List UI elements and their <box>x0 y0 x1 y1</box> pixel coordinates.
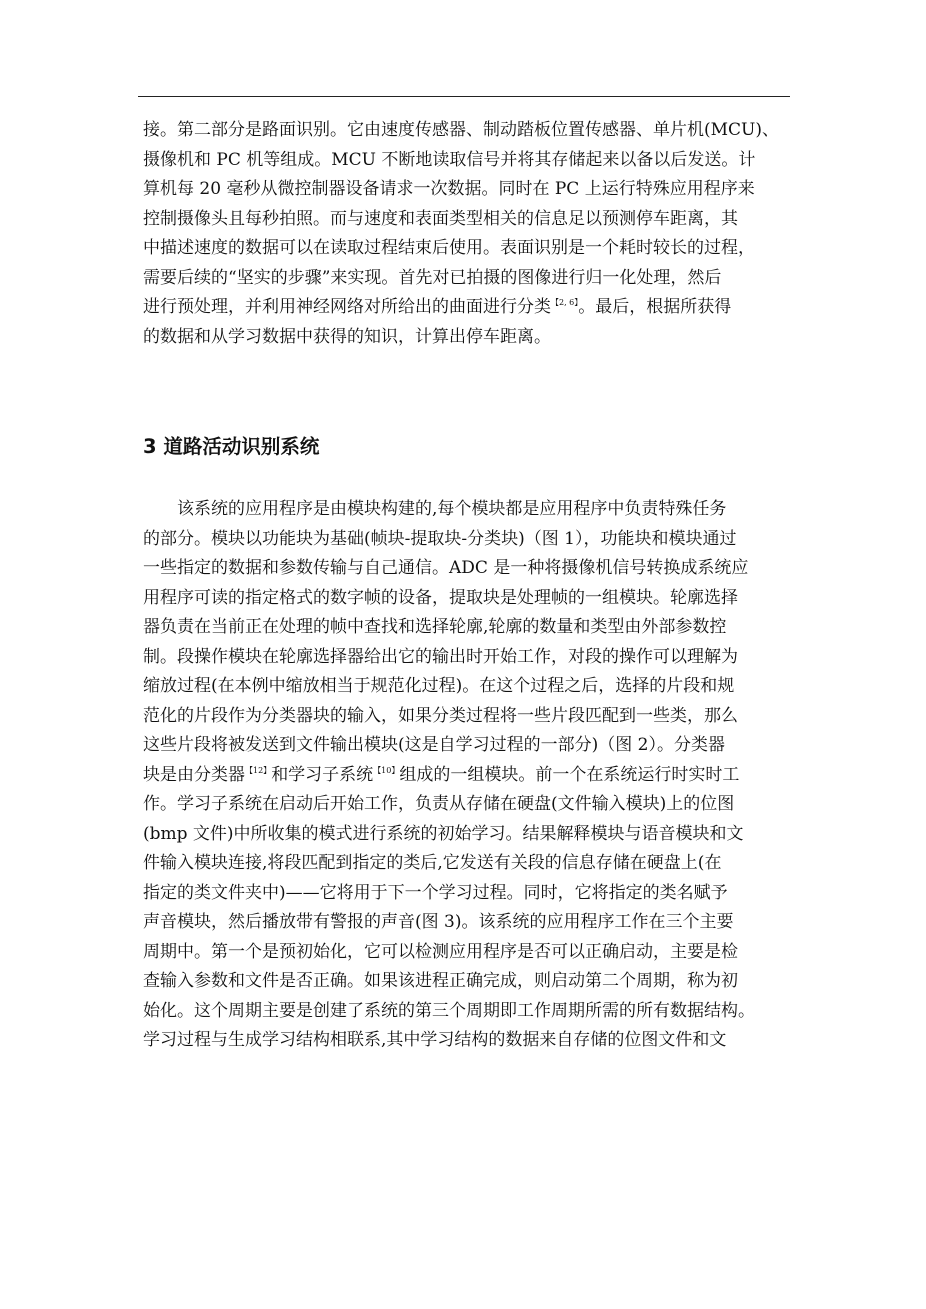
text-line <box>143 293 793 323</box>
text-line <box>143 761 793 791</box>
text-line: 的数据和从学习数据中获得的知识，计算出停车距离。 <box>143 326 551 347</box>
text-line: 控制摄像头且每秒拍照。而与速度和表面类型相关的信息足以预测停车距离，其 <box>143 208 738 229</box>
text-line: 这些片段将被发送到文件输出模块(这是自学习过程的一部分)（图 2）。分类器 <box>143 735 725 755</box>
text-line: 始化。这个周期主要是创建了系统的第三个周期即工作周期所需的所有数据结构。 <box>143 1000 755 1021</box>
text-line: 该系统的应用程序是由模块构建的,每个模块都是应用程序中负责特殊任务 <box>177 499 727 519</box>
text-line: 学习过程与生成学习结构相联系,其中学习结构的数据来自存储的位图文件和文 <box>143 1030 727 1050</box>
paragraph-1 <box>143 116 793 352</box>
header-rule <box>138 96 790 97</box>
text-line: 需要后续的“坚实的步骤”来实现。首先对已拍摄的图像进行归一化处理，然后 <box>143 267 722 288</box>
text-line: 指定的类文件夹中)——它将用于下一个学习过程。同时，它将指定的类名赋予 <box>143 882 728 903</box>
citation-ref: 【12】 <box>245 765 272 775</box>
text-line: 接。第二部分是路面识别。它由速度传感器、制动踏板位置传感器、单片机(MCU)、 <box>143 120 780 140</box>
text-line: 制。段操作模块在轮廓选择器给出它的输出时开始工作，对段的操作可以理解为 <box>143 646 738 667</box>
paragraph-2 <box>143 495 793 1056</box>
text-line: 的部分。模块以功能块为基础(帧块-提取块-分类块)（图 1），功能块和模块通过 <box>143 528 737 549</box>
text-line: 摄像机和 PC 机等组成。MCU 不断地读取信号并将其存储起来以备以后发送。计 <box>143 149 756 170</box>
text-line: 算机每 20 毫秒从微控制器设备请求一次数据。同时在 PC 上运行特殊应用程序来 <box>143 179 755 199</box>
text-segment: 和学习子系统 <box>271 764 374 785</box>
text-line: 范化的片段作为分类器块的输入，如果分类过程将一些片段匹配到一些类，那么 <box>143 705 738 726</box>
section-heading: 3 道路活动识别系统 <box>143 435 320 458</box>
text-segment: 进行预处理，并利用神经网络对所给出的曲面进行分类 <box>143 297 551 317</box>
text-line: 查输入参数和文件是否正确。如果该进程正确完成，则启动第二个周期，称为初 <box>143 971 738 991</box>
text-line: (bmp 文件)中所收集的模式进行系统的初始学习。结果解释模块与语音模块和文 <box>143 823 744 844</box>
text-line: 缩放过程(在本例中缩放相当于规范化过程)。在这个过程之后，选择的片段和规 <box>143 676 735 696</box>
citation-ref: 【10】 <box>373 765 400 775</box>
text-line: 周期中。第一个是预初始化，它可以检测应用程序是否可以正确启动，主要是检 <box>143 941 738 962</box>
text-line: 声音模块，然后播放带有警报的声音(图 3)。该系统的应用程序工作在三个主要 <box>143 912 734 932</box>
text-line: 中描述速度的数据可以在读取过程结束后使用。表面识别是一个耗时较长的过程， <box>143 238 755 258</box>
text-segment: 。最后，根据所获得 <box>578 297 732 317</box>
text-line: 用程序可读的指定格式的数字帧的设备，提取块是处理帧的一组模块。轮廓选择 <box>143 587 738 608</box>
citation-ref: 【2, 6】 <box>551 298 579 307</box>
text-line: 一些指定的数据和参数传输与自己通信。ADC 是一种将摄像机信号转换成系统应 <box>143 558 749 578</box>
text-line: 作。学习子系统在启动后开始工作，负责从存储在硬盘(文件输入模块)上的位图 <box>143 794 735 814</box>
text-segment: 块是由分类器 <box>143 764 245 785</box>
text-line: 器负责在当前正在处理的帧中查找和选择轮廓,轮廓的数量和类型由外部参数控 <box>143 617 727 637</box>
text-line: 件输入模块连接,将段匹配到指定的类后,它发送有关段的信息存储在硬盘上(在 <box>143 853 722 873</box>
text-segment: 组成的一组模块。前一个在系统运行时实时工 <box>399 764 740 785</box>
